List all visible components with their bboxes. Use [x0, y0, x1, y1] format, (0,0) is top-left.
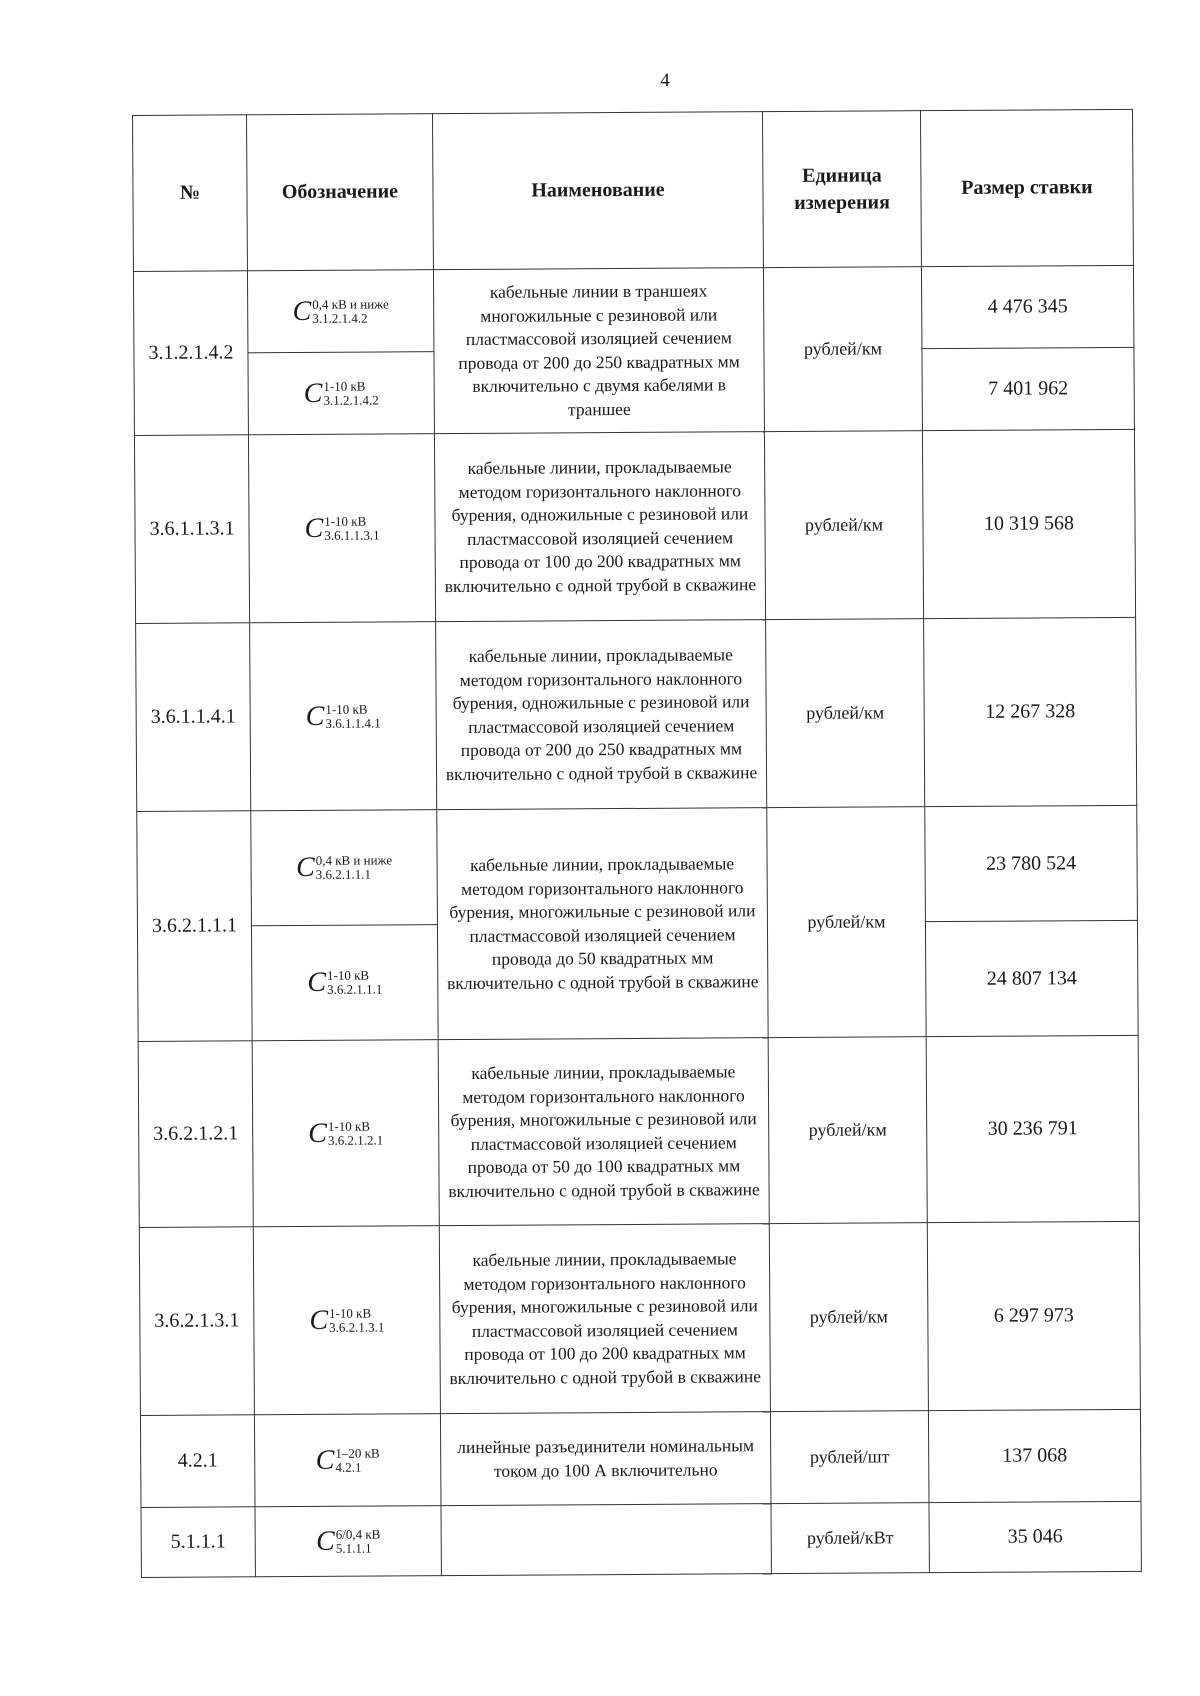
row-name: кабельные линии, прокладываемые методом горизонтального наклонного бурения, многожильные с резиновой или пластмассовой изоляцией сечением провода от 50 до 100 квадратных мм включительно с одной трубой в скважине — [438, 1038, 769, 1226]
designation-symbol — [253, 1226, 440, 1415]
table-row — [134, 429, 1135, 623]
row-name: кабельные линии, прокладываемые методом горизонтального наклонного бурения, многожильные с резиновой или пластмассовой изоляцией сечением провода от 100 до 200 квадратных мм включительно с одной трубой в скважине — [439, 1224, 770, 1414]
row-unit: рублей/шт — [770, 1411, 929, 1504]
header-num: № — [133, 115, 248, 272]
row-rate: 35 046 — [929, 1501, 1141, 1572]
designation-symbol — [251, 810, 438, 926]
symbol-letter: C — [309, 1304, 329, 1336]
header-unit: Единица измерения — [762, 111, 921, 268]
row-unit: рублей/кВт — [771, 1503, 929, 1574]
symbol-letter: C — [307, 966, 327, 998]
header-rate: Размер ставки — [920, 109, 1133, 266]
row-unit: рублей/км — [769, 1223, 928, 1412]
row-number: 5.1.1.1 — [141, 1507, 255, 1578]
row-rate: 10 319 568 — [922, 429, 1135, 618]
symbol-letter: C — [315, 1525, 335, 1557]
symbol-subscript: 3.1.2.1.4.2 — [323, 391, 379, 408]
row-rate: 23 780 524 — [925, 805, 1138, 921]
row-name: линейные разъединители номинальным током до 100 А включительно — [440, 1412, 771, 1506]
symbol-superscript: 0,4 кВ и ниже — [315, 852, 393, 868]
row-number: 3.6.1.1.4.1 — [136, 623, 251, 812]
row-number: 4.2.1 — [140, 1415, 255, 1508]
designation-symbol — [255, 1506, 441, 1577]
row-number: 3.1.2.1.4.2 — [133, 271, 248, 436]
symbol-superscript: 1-10 кВ — [325, 701, 368, 717]
table-row — [138, 1035, 1139, 1227]
row-name: кабельные линии, прокладываемые методом горизонтального наклонного бурения, одножильные с резиновой или пластмассовой изоляцией сечением провода от 200 до 250 квадратных мм включительно с одной трубой в скважине — [436, 620, 767, 810]
table-row — [133, 265, 1133, 353]
symbol-letter: C — [315, 1444, 335, 1476]
symbol-letter: C — [295, 851, 315, 884]
symbol-subscript: 3.1.2.1.4.2 — [312, 310, 368, 326]
symbol-superscript: 1-10 кВ — [327, 1118, 371, 1134]
symbol-subscript: 3.6.2.1.1.1 — [327, 981, 383, 997]
row-number: 3.6.2.1.2.1 — [138, 1041, 253, 1228]
symbol-subscript: 3.6.1.1.4.1 — [325, 714, 381, 731]
row-unit: рублей/км — [763, 267, 922, 432]
symbol-letter: C — [305, 700, 325, 732]
designation-symbol — [248, 352, 434, 435]
row-number: 3.6.1.1.3.1 — [134, 435, 249, 624]
symbol-letter: C — [308, 1117, 328, 1149]
row-rate: 4 476 345 — [921, 265, 1133, 348]
symbol-letter: C — [303, 377, 323, 409]
symbol-letter: C — [304, 512, 324, 544]
designation-symbol — [247, 270, 433, 353]
row-unit: рублей/км — [767, 807, 926, 1038]
symbol-subscript: 3.6.2.1.2.1 — [327, 1131, 384, 1148]
table-row — [136, 617, 1137, 811]
symbol-superscript: 0,4 кВ и ниже — [312, 295, 389, 312]
symbol-superscript: 1-10 кВ — [324, 513, 367, 529]
row-name: кабельные линии, прокладываемые методом горизонтального наклонного бурения, одножильные с резиновой или пластмассовой изоляцией сечением провода от 100 до 200 квадратных мм включительно с одной трубой в скважине — [434, 432, 765, 622]
symbol-superscript: 1-10 кВ — [323, 378, 366, 394]
symbol-letter: C — [292, 295, 312, 327]
table-row — [137, 805, 1138, 926]
header-name: Наименование — [432, 112, 763, 270]
rates-table — [132, 109, 1142, 1578]
row-number: 3.6.2.1.3.1 — [139, 1227, 254, 1416]
symbol-subscript: 3.6.2.1.3.1 — [329, 1318, 385, 1335]
symbol-superscript: 1-10 кВ — [328, 1305, 372, 1321]
row-rate: 7 401 962 — [922, 347, 1134, 430]
table-row — [141, 1501, 1141, 1577]
table-row — [140, 1409, 1141, 1507]
row-name: кабельные линии в траншеях многожильные с резиновой или пластмассовой изоляцией сечением провода от 200 до 250 квадратных мм включительно с двумя кабелями в траншее — [433, 268, 764, 434]
row-rate: 6 297 973 — [927, 1221, 1140, 1410]
row-unit: рублей/км — [768, 1037, 927, 1224]
table-header-row — [133, 109, 1134, 271]
row-rate: 137 068 — [928, 1409, 1141, 1502]
row-name — [441, 1504, 771, 1576]
symbol-superscript: 6/0,4 кВ — [335, 1526, 381, 1542]
designation-symbol — [252, 1040, 439, 1227]
row-name: кабельные линии, прокладываемые методом горизонтального наклонного бурения, многожильные с резиновой или пластмассовой изоляцией сечением провода до 50 квадратных мм включительно с одной трубой в скважине — [437, 808, 768, 1040]
row-rate: 12 267 328 — [924, 617, 1137, 806]
symbol-superscript: 1-10 кВ — [326, 967, 370, 983]
row-number: 3.6.2.1.1.1 — [137, 811, 252, 1042]
row-rate: 24 807 134 — [925, 920, 1138, 1036]
row-rate: 30 236 791 — [926, 1035, 1139, 1222]
header-designation: Обозначение — [247, 114, 434, 271]
page-number: 4 — [660, 70, 670, 91]
table-row — [139, 1221, 1140, 1415]
symbol-subscript: 4.2.1 — [335, 1459, 362, 1475]
designation-symbol — [254, 1414, 441, 1507]
designation-symbol — [248, 434, 435, 623]
row-unit: рублей/км — [764, 431, 923, 620]
symbol-subscript: 5.1.1.1 — [335, 1540, 372, 1556]
symbol-subscript: 3.6.2.1.1.1 — [315, 866, 372, 882]
row-unit: рублей/км — [766, 619, 925, 808]
designation-symbol — [250, 622, 437, 811]
symbol-subscript: 3.6.1.1.3.1 — [324, 526, 380, 543]
symbol-superscript: 1–20 кВ — [335, 1445, 380, 1461]
designation-symbol — [251, 925, 438, 1041]
